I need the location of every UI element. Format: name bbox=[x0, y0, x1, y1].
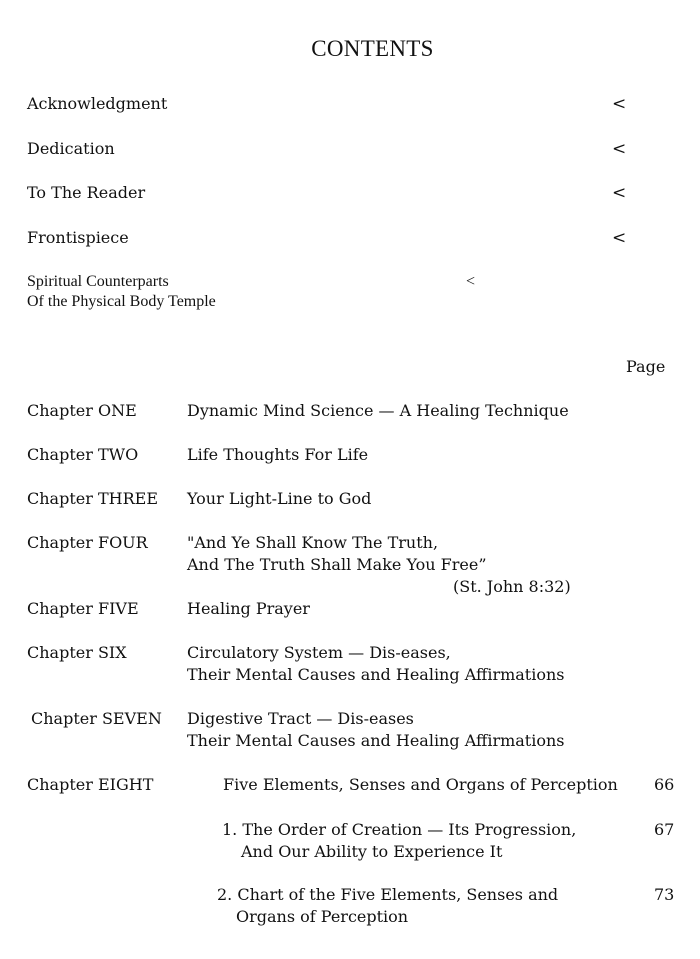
subsection-line: 1. The Order of Creation — Its Progression, bbox=[222, 820, 577, 839]
chapter-title-five[interactable]: Healing Prayer bbox=[187, 599, 310, 618]
chapter-title-line: Their Mental Causes and Healing Affirmations bbox=[187, 731, 565, 750]
toc-page-marker: < bbox=[612, 228, 627, 248]
chapter-label: Chapter SIX bbox=[27, 643, 127, 662]
toc-page-marker: < bbox=[612, 94, 627, 114]
chapter-label: Chapter ONE bbox=[27, 401, 137, 420]
toc-item-to-the-reader[interactable]: To The Reader bbox=[27, 183, 146, 202]
chapter-title-line: "And Ye Shall Know The Truth, bbox=[187, 533, 439, 552]
toc-item-acknowledgment[interactable]: Acknowledgment bbox=[27, 94, 168, 113]
page-number: 67 bbox=[654, 820, 675, 839]
toc-item-dedication[interactable]: Dedication bbox=[27, 139, 115, 158]
chapter-label: Chapter THREE bbox=[27, 489, 158, 508]
subsection-order-of-creation[interactable] bbox=[222, 819, 576, 863]
toc-item-line: Spiritual Counterparts bbox=[27, 273, 169, 290]
chapter-label: Chapter FIVE bbox=[27, 599, 139, 618]
toc-item-frontispiece[interactable]: Frontispiece bbox=[27, 228, 129, 247]
chapter-title-line: Digestive Tract — Dis-eases bbox=[187, 709, 414, 728]
subsection-chart-five-elements[interactable] bbox=[217, 884, 558, 928]
chapter-label: Chapter SEVEN bbox=[31, 709, 162, 728]
chapter-label: Chapter TWO bbox=[27, 445, 139, 464]
page-column-header: Page bbox=[626, 357, 666, 376]
chapter-citation: (St. John 8:32) bbox=[453, 577, 571, 596]
subsection-line: Organs of Perception bbox=[236, 907, 409, 926]
toc-item-line: Of the Physical Body Temple bbox=[27, 293, 216, 310]
chapter-title-line: Their Mental Causes and Healing Affirmations bbox=[187, 665, 565, 684]
chapter-label: Chapter FOUR bbox=[27, 533, 148, 552]
subsection-line: 2. Chart of the Five Elements, Senses and bbox=[217, 885, 559, 904]
chapter-title-one[interactable]: Dynamic Mind Science — A Healing Technique bbox=[187, 401, 569, 420]
toc-page-marker: < bbox=[466, 273, 476, 290]
toc-page-marker: < bbox=[612, 139, 627, 159]
chapter-label: Chapter EIGHT bbox=[27, 775, 154, 794]
toc-page-marker: < bbox=[612, 183, 627, 203]
chapter-title-line: Circulatory System — Dis-eases, bbox=[187, 643, 451, 662]
chapter-title-three[interactable]: Your Light-Line to God bbox=[187, 489, 372, 508]
chapter-title-eight[interactable]: Five Elements, Senses and Organs of Perception bbox=[223, 775, 618, 794]
chapter-title-six[interactable] bbox=[187, 642, 565, 686]
toc-item-spiritual-counterparts[interactable] bbox=[27, 272, 216, 312]
page-title: CONTENTS bbox=[311, 36, 434, 61]
chapter-title-seven[interactable] bbox=[187, 708, 565, 752]
page-number: 73 bbox=[654, 885, 675, 904]
chapter-title-four[interactable] bbox=[187, 532, 487, 576]
subsection-line: And Our Ability to Experience It bbox=[241, 842, 503, 861]
chapter-title-two[interactable]: Life Thoughts For Life bbox=[187, 445, 369, 464]
chapter-title-line: And The Truth Shall Make You Free” bbox=[187, 555, 487, 574]
page-number: 66 bbox=[654, 775, 675, 794]
